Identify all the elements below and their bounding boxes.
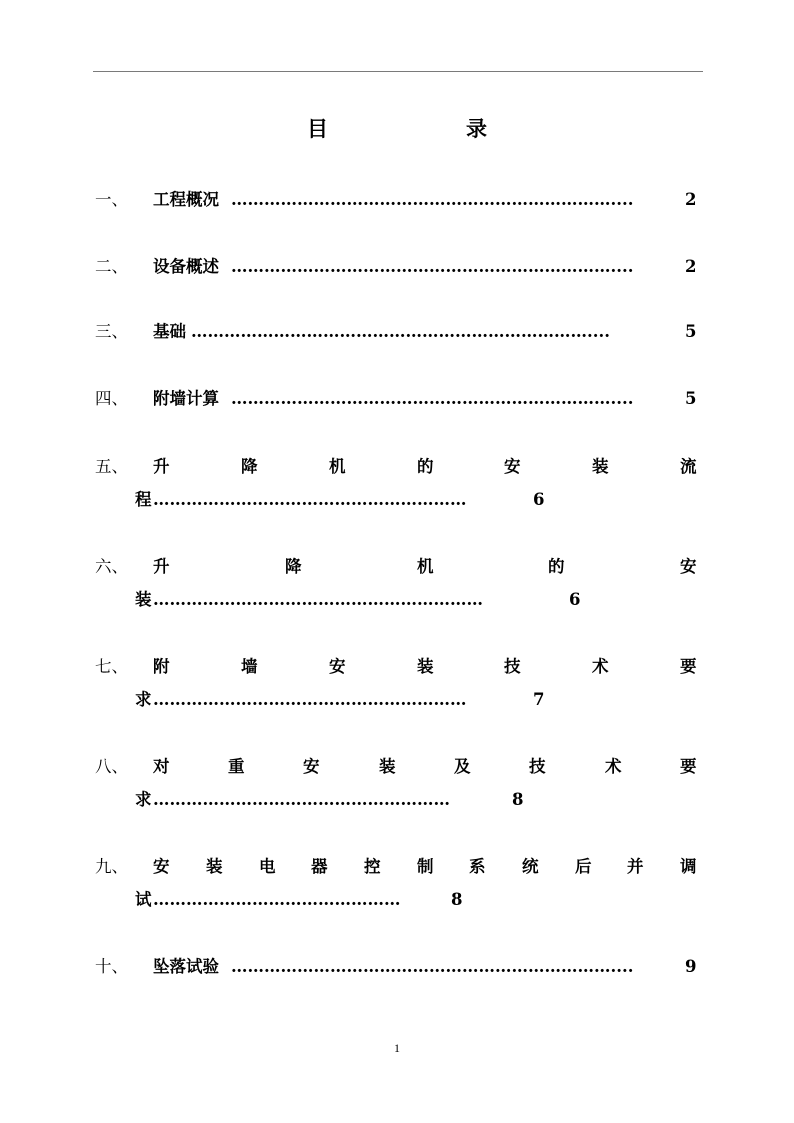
toc-char: 安 [329, 657, 346, 676]
toc-char: 装 [379, 757, 396, 776]
header-rule [93, 71, 703, 72]
toc-char: 要 [680, 757, 697, 776]
toc-char: 系 [469, 857, 486, 876]
toc-entry-1[interactable] [95, 188, 701, 212]
toc-char: 安 [153, 857, 170, 876]
toc-char: 统 [522, 857, 539, 876]
toc-char: 制 [417, 857, 434, 876]
toc-entry-3[interactable] [95, 320, 701, 344]
toc-number: 九、 [95, 857, 128, 876]
toc-leader: …………………………………………………………….... [231, 190, 634, 209]
toc-page: 6 [533, 490, 545, 509]
toc-char: 安 [504, 457, 521, 476]
toc-char: 调 [680, 857, 697, 876]
toc-text: 试 [135, 890, 152, 909]
toc-page: 6 [569, 590, 581, 609]
toc-char: 安 [303, 757, 320, 776]
toc-char: 装 [417, 657, 434, 676]
toc-text: 坠落试验 [153, 957, 219, 976]
toc-spread-text [95, 555, 701, 579]
toc-entry-7-line1[interactable] [95, 655, 701, 679]
toc-char: 重 [228, 757, 245, 776]
toc-text: 基础 [153, 322, 186, 341]
toc-entry-9-line1[interactable] [95, 855, 701, 879]
toc-number: 二、 [95, 257, 128, 276]
toc-number: 十、 [95, 957, 128, 976]
toc-number: 八、 [95, 757, 128, 776]
toc-char: 装 [592, 457, 609, 476]
title-char: 目 [307, 117, 328, 141]
toc-char: 机 [329, 457, 346, 476]
toc-char: 机 [417, 557, 434, 576]
toc-page: 8 [512, 790, 524, 809]
toc-char: 升 [153, 557, 170, 576]
toc-leader: ……………………………………… [153, 890, 401, 909]
toc-entry-6-line2[interactable] [95, 588, 701, 612]
toc-spread-text [95, 455, 701, 479]
title-char: 录 [466, 117, 487, 141]
toc-char: 技 [504, 657, 521, 676]
toc-entry-5-line2[interactable] [95, 488, 701, 512]
toc-spread-text [95, 755, 701, 779]
toc-char: 后 [575, 857, 592, 876]
toc-page: 5 [685, 389, 697, 408]
toc-text: 设备概述 [153, 257, 219, 276]
toc-page: 5 [685, 322, 697, 341]
toc-leader: ………………………………………………… [153, 490, 467, 509]
toc-char: 安 [680, 557, 697, 576]
toc-entry-8-line2[interactable] [95, 788, 701, 812]
toc-entry-4[interactable] [95, 387, 701, 411]
toc-char: 电 [259, 857, 276, 876]
toc-number: 一、 [95, 190, 128, 209]
toc-entry-7-line2[interactable] [95, 688, 701, 712]
toc-entry-2[interactable] [95, 255, 701, 279]
toc-char: 附 [153, 657, 170, 676]
toc-title [0, 113, 794, 143]
toc-leader: …………………………………………………… [153, 590, 483, 609]
toc-char: 并 [627, 857, 644, 876]
toc-number: 五、 [95, 457, 128, 476]
toc-entry-10[interactable] [95, 955, 701, 979]
toc-char: 的 [417, 457, 434, 476]
toc-char: 墙 [241, 657, 258, 676]
footer-page-number: 1 [394, 1041, 400, 1055]
toc-entry-6-line1[interactable] [95, 555, 701, 579]
toc-char: 及 [454, 757, 471, 776]
toc-leader: ……………………………………………………………….... [191, 322, 610, 341]
toc-text: 求 [135, 690, 152, 709]
toc-text: 求 [135, 790, 152, 809]
toc-page: 7 [533, 690, 545, 709]
toc-number: 三、 [95, 322, 128, 341]
toc-char: 的 [548, 557, 565, 576]
toc-text: 装 [135, 590, 152, 609]
toc-leader: …………………………………………………………….... [231, 389, 634, 408]
toc-char: 降 [241, 457, 258, 476]
toc-char: 术 [592, 657, 609, 676]
toc-entry-9-line2[interactable] [95, 888, 701, 912]
toc-leader: …………………………………………………………….... [231, 257, 634, 276]
toc-text: 程 [135, 490, 152, 509]
toc-spread-text [95, 855, 701, 879]
toc-page: 8 [451, 890, 463, 909]
toc-char: 器 [311, 857, 328, 876]
toc-spread-text [95, 655, 701, 679]
toc-char: 降 [285, 557, 302, 576]
toc-char: 流 [680, 457, 697, 476]
toc-entry-5-line1[interactable] [95, 455, 701, 479]
toc-char: 要 [680, 657, 697, 676]
toc-char: 对 [153, 757, 170, 776]
toc-number: 六、 [95, 557, 128, 576]
toc-leader: ………………………………………………… [153, 690, 467, 709]
toc-number: 四、 [95, 389, 128, 408]
toc-leader: ……………………………………………… [153, 790, 450, 809]
toc-text: 工程概况 [153, 190, 219, 209]
toc-number: 七、 [95, 657, 128, 676]
toc-leader: …………………………………………………………….... [231, 957, 634, 976]
toc-page: 2 [685, 190, 697, 209]
toc-text: 附墙计算 [153, 389, 219, 408]
toc-char: 术 [605, 757, 622, 776]
toc-page: 9 [685, 957, 697, 976]
toc-char: 装 [206, 857, 223, 876]
toc-char: 控 [364, 857, 381, 876]
toc-char: 升 [153, 457, 170, 476]
toc-page: 2 [685, 257, 697, 276]
toc-char: 技 [529, 757, 546, 776]
toc-entry-8-line1[interactable] [95, 755, 701, 779]
